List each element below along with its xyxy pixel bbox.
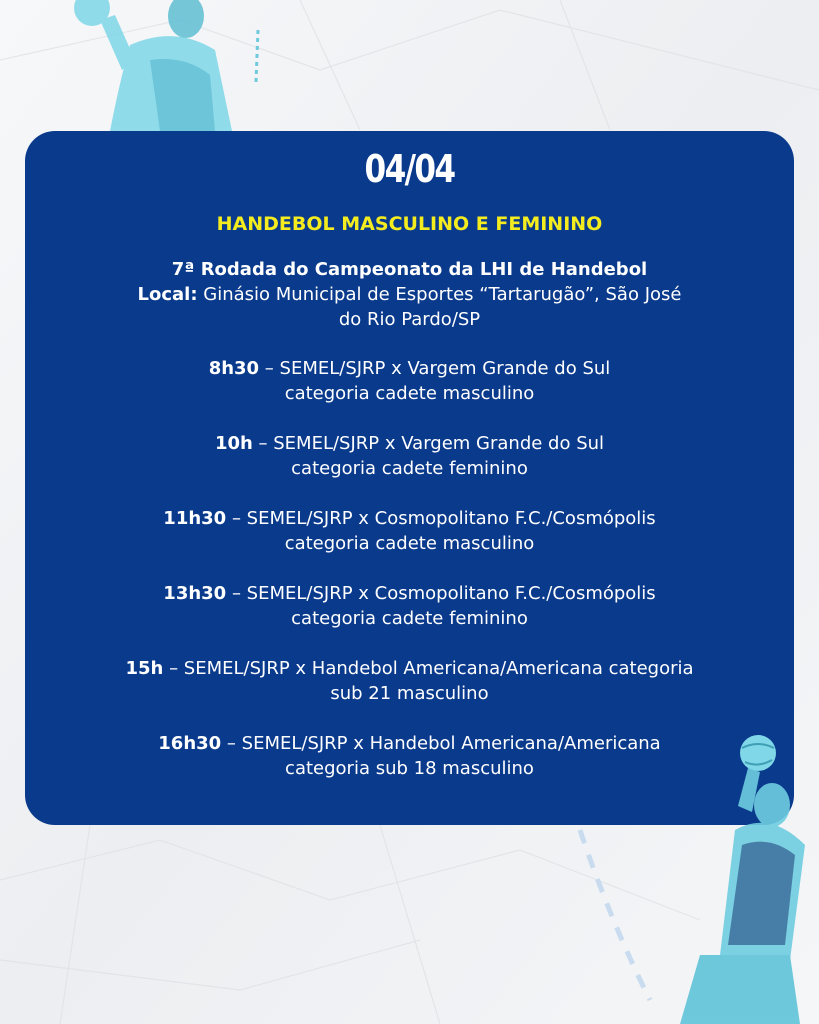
game-category: categoria cadete feminino <box>291 458 528 479</box>
game-time: 11h30 <box>163 508 227 529</box>
game-item <box>65 506 754 556</box>
game-category: categoria cadete masculino <box>284 533 535 554</box>
tournament-info <box>65 257 754 332</box>
game-match: – SEMEL/SJRP x Handebol Americana/Americana categoria <box>163 658 694 679</box>
game-category: categoria cadete masculino <box>284 383 535 404</box>
game-match: – SEMEL/SJRP x Vargem Grande do Sul <box>252 433 605 454</box>
game-match: – SEMEL/SJRP x Handebol Americana/Americana <box>221 733 661 754</box>
game-match: – SEMEL/SJRP x Cosmopolitano F.C./Cosmópolis <box>226 508 656 529</box>
game-item <box>65 431 754 481</box>
game-item <box>65 581 754 631</box>
game-category: categoria cadete feminino <box>291 608 528 629</box>
game-match: – SEMEL/SJRP x Vargem Grande do Sul <box>259 358 611 379</box>
event-subtitle: HANDEBOL MASCULINO E FEMININO <box>216 213 603 235</box>
tournament-title: 7ª Rodada do Campeonato da LHI de Handebol <box>171 259 648 280</box>
game-time: 15h <box>125 658 164 679</box>
game-item <box>65 356 754 406</box>
game-time: 13h30 <box>163 583 227 604</box>
handball-player-top-illustration <box>0 0 819 140</box>
venue-line <box>65 282 754 307</box>
game-item <box>65 731 754 781</box>
venue-text-cont: do Rio Pardo/SP <box>338 309 481 330</box>
venue-label: Local: <box>137 284 198 305</box>
game-category: sub 21 masculino <box>330 683 489 704</box>
game-time: 8h30 <box>208 358 260 379</box>
game-match: – SEMEL/SJRP x Cosmopolitano F.C./Cosmópolis <box>226 583 656 604</box>
game-time: 16h30 <box>158 733 222 754</box>
venue-text: Ginásio Municipal de Esportes “Tartarugão”, São José <box>197 284 682 305</box>
game-category: categoria sub 18 masculino <box>285 758 534 779</box>
schedule-card <box>25 131 794 825</box>
game-time: 10h <box>214 433 253 454</box>
event-date: 04/04 <box>364 147 455 191</box>
game-item <box>45 656 774 706</box>
